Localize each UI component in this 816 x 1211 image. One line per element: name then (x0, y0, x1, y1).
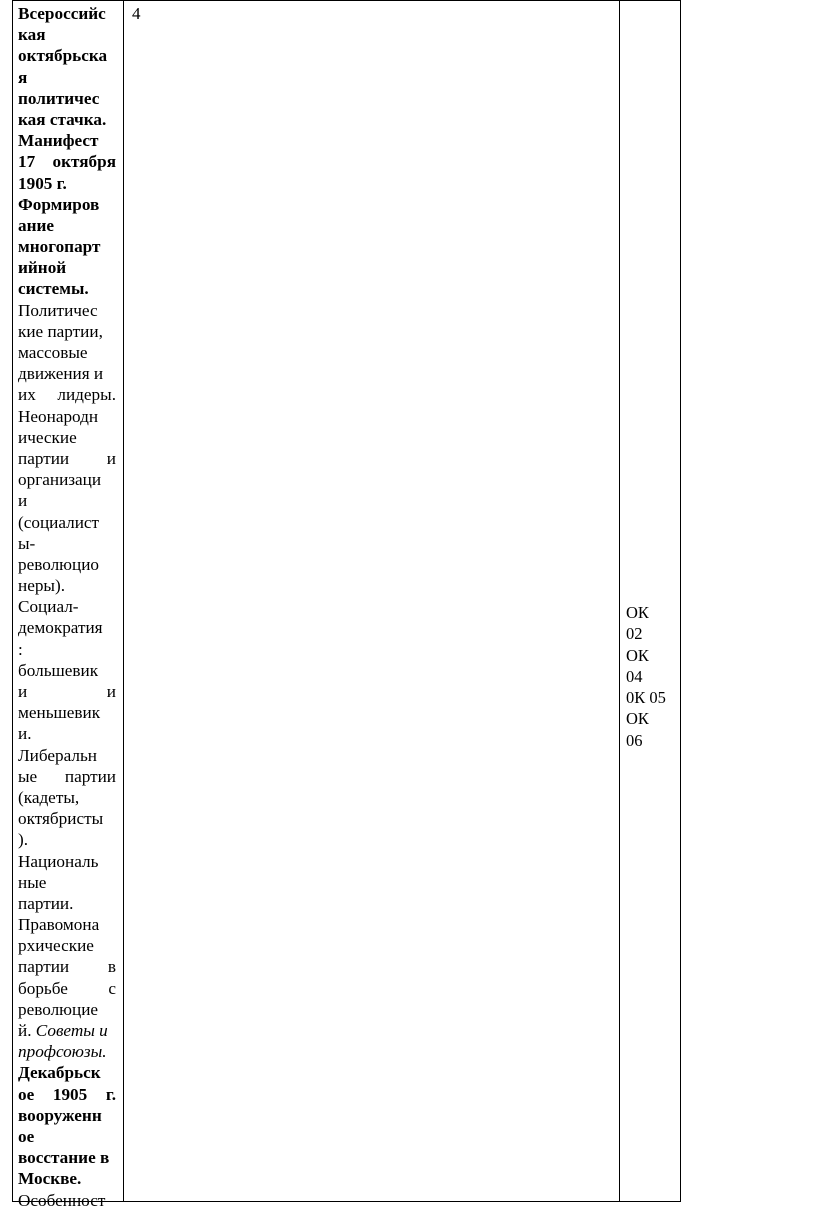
topic-line: ы- (18, 533, 36, 553)
topic-line: и (18, 491, 28, 511)
topic-line: й. Советы и (18, 1021, 108, 1040)
topic-line: рхические (18, 936, 94, 956)
competency-code: 0К 05 (626, 688, 666, 708)
topic-line: движения и (18, 364, 104, 384)
topic-line: их лидеры. (18, 385, 116, 405)
competency-code: ОК (626, 645, 649, 665)
topic-line: вооруженн (18, 1105, 102, 1125)
topic-line: Формиров (18, 194, 100, 214)
topic-line: кие партии, (18, 321, 103, 341)
competencies-cell (619, 0, 681, 1202)
topic-line: и. (18, 724, 32, 744)
topic-line: партии и (18, 448, 116, 468)
topic-line: ание (18, 215, 55, 235)
topic-line: профсоюзы. (18, 1042, 107, 1062)
competency-code: ОК (626, 603, 649, 622)
topic-line: Либеральн (18, 745, 97, 765)
topic-line: кая (18, 25, 46, 45)
topic-line: многопарт (18, 237, 101, 257)
topic-line: я (18, 67, 28, 87)
topic-text (18, 3, 116, 1211)
topic-line: Всероссийс (18, 4, 106, 23)
topic-line: Манифест (18, 131, 99, 151)
topic-line: ийной (18, 258, 67, 278)
competency-code: 06 (626, 730, 643, 750)
topic-line: Декабрьск (18, 1063, 101, 1083)
hours-value: 4 (132, 4, 141, 23)
topic-line: ое 1905 г. (18, 1084, 116, 1104)
competencies-list (626, 602, 678, 751)
topic-line: 1905 г. (18, 173, 67, 193)
topic-line: (кадеты, (18, 787, 80, 807)
hours-cell (123, 0, 620, 1202)
topic-line: 17 октября (18, 152, 116, 172)
topic-line: системы. (18, 279, 89, 299)
topic-line: партии. (18, 893, 74, 913)
topic-line: Москве. (18, 1169, 82, 1189)
topic-line: октябрьска (18, 46, 108, 66)
competency-code: 04 (626, 666, 643, 686)
topic-line: Политичес (18, 300, 98, 320)
topic-line: Правомона (18, 915, 100, 935)
topic-line: октябристы (18, 809, 104, 829)
topic-line: Националь (18, 851, 99, 871)
topic-line: революцио (18, 554, 99, 574)
competency-code: ОК (626, 709, 649, 729)
topic-line: : (18, 639, 23, 659)
topic-line: и и (18, 682, 116, 701)
topic-line: Особенност (18, 1190, 106, 1210)
topic-line: массовые (18, 343, 88, 362)
topic-line: (социалист (18, 512, 100, 532)
topic-line: ое (18, 1126, 35, 1146)
topic-line: борьбе с (18, 978, 116, 998)
topic-line: организаци (18, 470, 102, 490)
topic-line: Неонародн (18, 406, 99, 426)
topic-line: ). (18, 830, 29, 850)
topic-line: политичес (18, 88, 100, 108)
topic-line: партии в (18, 957, 116, 977)
topic-line: ые партии (18, 766, 116, 786)
topic-line: восстание в (18, 1148, 110, 1168)
competency-code: 02 (626, 624, 643, 644)
topic-line: революцие (18, 999, 99, 1019)
topic-line: ические (18, 427, 77, 447)
topic-line: меньшевик (18, 703, 101, 723)
topic-line: демократия (18, 618, 103, 638)
topic-line: большевик (18, 660, 99, 680)
topic-line: кая стачка. (18, 109, 107, 129)
topic-line: ные (18, 872, 47, 892)
topic-line: неры). (18, 576, 65, 596)
topic-line: Социал- (18, 597, 79, 617)
